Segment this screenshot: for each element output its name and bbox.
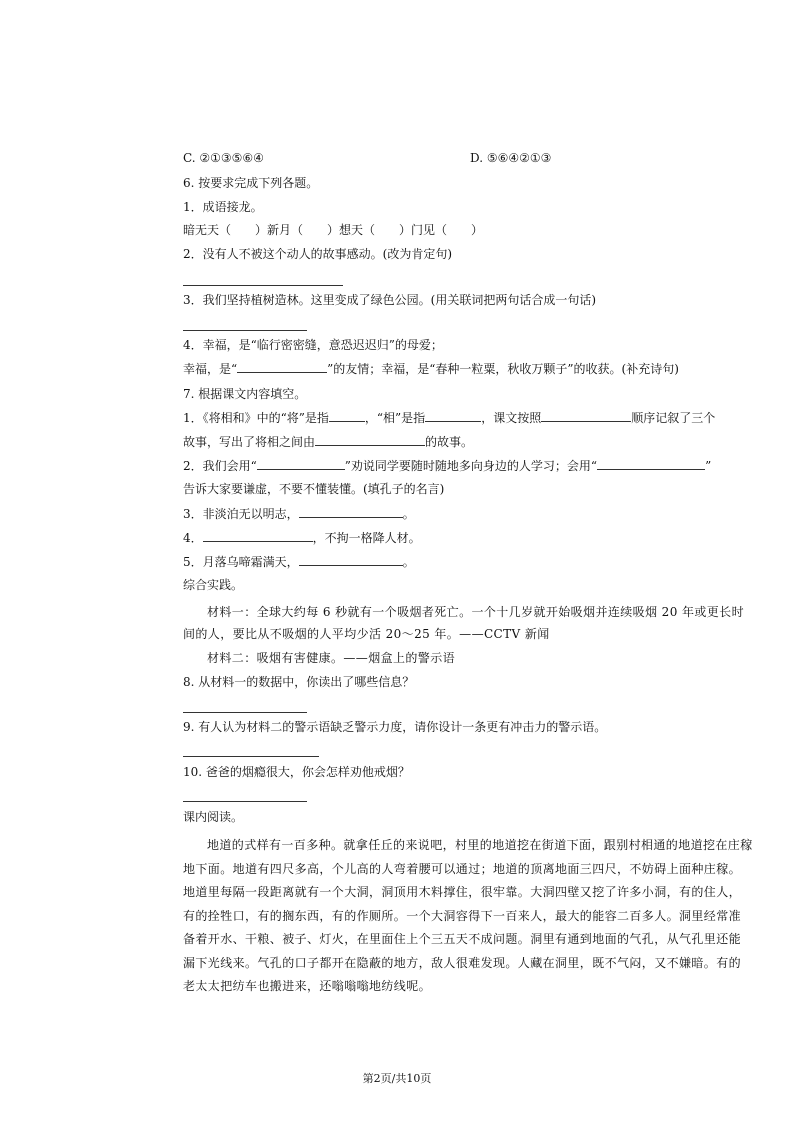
q10: 10. 爸爸的烟瘾很大，你会怎样劝他戒烟？: [183, 765, 410, 779]
q7-line3: [183, 457, 711, 474]
q6-sub4-b-text: 幸福，是“: [183, 362, 238, 376]
answer-line: [183, 285, 343, 286]
page-number: 第2页/共10页: [362, 1072, 432, 1085]
practice-title: 综合实践。: [183, 578, 244, 592]
answer-line: [183, 330, 307, 331]
option-c: C. ②①③⑤⑥④: [183, 151, 264, 165]
fill-blank: [257, 457, 345, 470]
fill-blank: [425, 409, 481, 422]
fill-blank: [203, 529, 313, 542]
fill-blank: [597, 457, 705, 470]
q7-text: 。: [402, 507, 415, 521]
q7-text: 3．非淡泊无以明志，: [183, 507, 299, 521]
q7-text: ，不拘一格降人材。: [312, 531, 421, 545]
answer-line: [183, 801, 307, 802]
option-d: D. ⑤⑥④②①③: [470, 151, 552, 165]
answer-line: [183, 756, 319, 757]
q7-line6: [183, 529, 421, 546]
fill-blank: [299, 505, 403, 518]
q7-line7: [183, 553, 415, 570]
q7-line4: 告诉大家要谦虚，不要不懂装懂。(填孔子的名言): [183, 482, 445, 496]
q7-text: 5．月落乌啼霜满天，: [183, 555, 299, 569]
q7-text: ，“相”是指: [364, 411, 426, 425]
q7-title: 7. 根据课文内容填空。: [183, 387, 307, 401]
q7-text: ”劝说同学要随时随地多向身边的人学习；会用“: [344, 459, 598, 473]
q8: 8. 从材料一的数据中，你读出了哪些信息？: [183, 675, 415, 689]
fill-blank: [541, 409, 631, 422]
q6-sub4-b-text2: ”的友情；幸福，是“春种一粒粟，秋收万颗子”的收获。(补充诗句): [327, 362, 679, 376]
answer-line: [183, 712, 307, 713]
q7-text: ，课文按照: [481, 411, 542, 425]
q7-text: 4．: [183, 531, 203, 545]
q7-text: 的故事。: [425, 435, 474, 449]
material-one: 材料一：全球大约每 6 秒就有一个吸烟者死亡。一个十几岁就开始吸烟并连续吸烟 20 年或更长时间的人，要比从不吸烟的人平均少活 20～25 年。——CCTV 新闻: [183, 605, 744, 641]
q6-sub4-b: [183, 360, 679, 377]
q6-title: 6. 按要求完成下列各题。: [183, 176, 319, 190]
q7-line5: [183, 505, 415, 522]
q7-line1: [183, 409, 715, 426]
q6-sub1-title: 1．成语接龙。: [183, 200, 263, 214]
q7-text: 顺序记叙了三个: [631, 411, 716, 425]
q7-text: 。: [402, 555, 415, 569]
q7-text: ”: [705, 459, 712, 473]
q7-text: 1．《将相和》中的“将”是指: [183, 411, 329, 425]
reading-passage: 地道的式样有一百多种。就拿任丘的来说吧，村里的地道挖在街道下面，跟别村相通的地道挖在庄稼地下面。地道有四尺多高，个儿高的人弯着腰可以通过；地道的顶离地面三四尺，不妨碍上面种庄稼。地道里每隔一段距离就有一个大洞，洞顶用木料撑住，很牢靠。大洞四壁又挖了许多小洞，有的住人，有的拴牲口，有的搁东西，有的作厕所。一个大洞容得下一百来人，最大的能容二百多人。洞里经常准备着开水、干粮、被子、灯火，在里面住上个三五天不成问题。洞里有通到地面的气孔，从气孔里还能漏下光线来。气孔的口子都开在隐蔽的地方，敌人很难发现。人藏在洞里，既不气闷，又不嫌暗。有的老太太把纺车也搬进来，还嗡嗡嗡地纺线呢。: [183, 838, 753, 993]
q6-sub3: 3．我们坚持植树造林。这里变成了绿色公园。(用关联词把两句话合成一句话): [183, 293, 597, 307]
q7-line2: [183, 433, 473, 450]
q6-idiom-chain: 暗无天（ ）新月（ ）想天（ ）门见（ ）: [183, 223, 484, 237]
q7-text: 故事，写出了将相之间由: [183, 435, 316, 449]
q6-sub4-a: 4．幸福，是“临行密密缝，意恐迟迟归”的母爱；: [183, 338, 443, 352]
material-two: 材料二：吸烟有害健康。——烟盒上的警示语: [207, 651, 456, 665]
fill-blank: [329, 409, 365, 422]
q9: 9. 有人认为材料二的警示语缺乏警示力度，请你设计一条更有冲击力的警示语。: [183, 720, 607, 734]
q7-text: 2．我们会用“: [183, 459, 257, 473]
fill-blank: [315, 433, 425, 446]
fill-blank: [299, 553, 403, 566]
q6-sub2: 2．没有人不被这个动人的故事感动。(改为肯定句): [183, 247, 452, 261]
fill-blank: [237, 360, 327, 373]
reading-title: 课内阅读。: [183, 810, 244, 824]
